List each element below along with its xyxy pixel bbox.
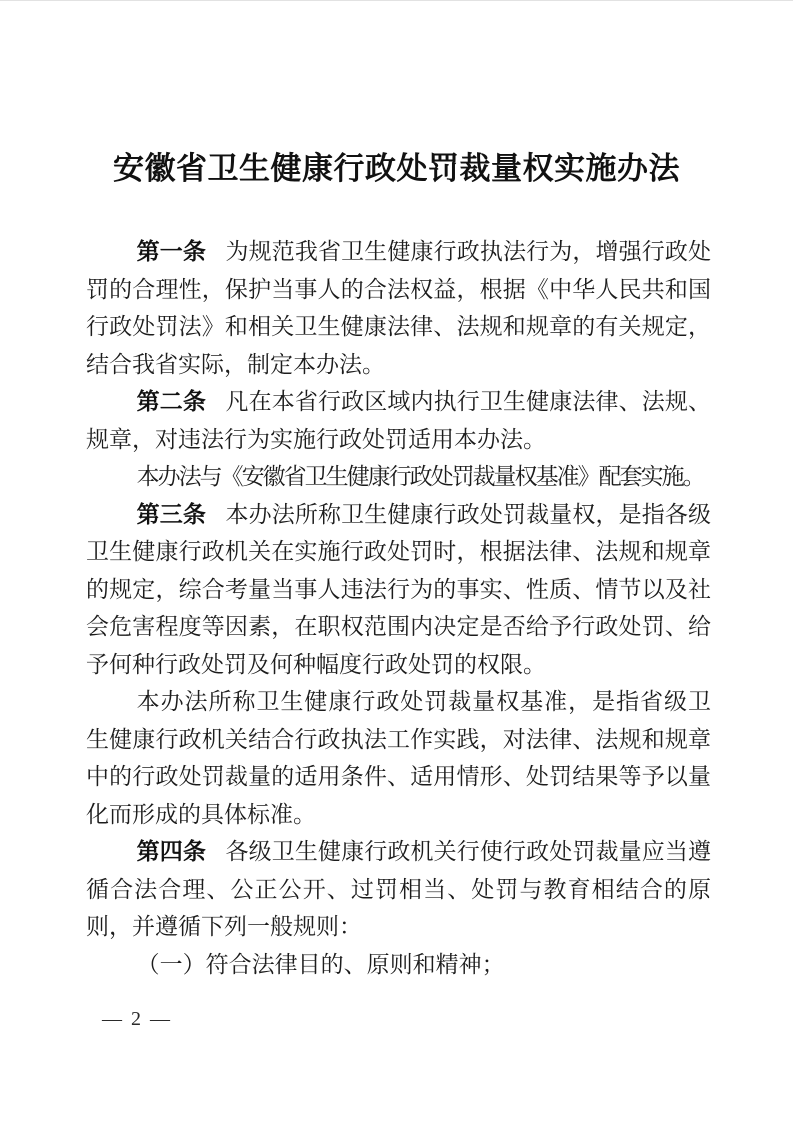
paragraph-text: 各级卫生健康行政机关行使行政处罚裁量应当遵循合法合理、公正公开、过罚相当、处罚与教育相结合的原则，并遵循下列一般规则：	[86, 839, 712, 939]
paragraph-article-4	[86, 833, 711, 946]
paragraph-article-3	[86, 496, 711, 684]
paragraph-article-1	[86, 233, 711, 383]
paragraph-article-2-supplement	[86, 458, 711, 496]
paragraph-text: 本办法所称卫生健康行政处罚裁量权基准，是指省级卫生健康行政机关结合行政执法工作实践，对法律、法规和规章中的行政处罚裁量的适用条件、适用情形、处罚结果等予以量化而形成的具体标准。	[86, 689, 711, 827]
paragraph-text: 凡在本省行政区域内执行卫生健康法律、法规、规章，对违法行为实施行政处罚适用本办法。	[86, 389, 712, 452]
paragraph-text: （一）符合法律目的、原则和精神；	[136, 951, 505, 977]
page-number: — 2 —	[102, 1008, 172, 1030]
document-title: 安徽省卫生健康行政处罚裁量权实施办法	[113, 151, 680, 186]
document-body	[86, 233, 711, 983]
paragraph-text: 为规范我省卫生健康行政执法行为，增强行政处罚的合理性，保护当事人的合法权益，根据《中华人民共和国行政处罚法》和相关卫生健康法律、法规和规章的有关规定，结合我省实际，制定本办法。	[86, 239, 712, 377]
article-number-3: 第三条	[136, 501, 206, 527]
article-number-4: 第四条	[136, 839, 206, 864]
article-number-1: 第一条	[136, 239, 206, 264]
paragraph-text: 本办法与《安徽省卫生健康行政处罚裁量权基准》配套实施。	[136, 464, 704, 489]
paragraph-article-3-supplement	[86, 683, 711, 833]
paragraph-text: 本办法所称卫生健康行政处罚裁量权，是指各级卫生健康行政机关在实施行政处罚时，根据法律、法规和规章的规定，综合考量当事人违法行为的事实、性质、情节以及社会危害程度等因素，在职权范围内决定是否给予行政处罚、给予何种行政处罚及何种幅度行政处罚的权限。	[86, 501, 712, 677]
paragraph-rule-item-1	[86, 946, 711, 984]
article-number-2: 第二条	[136, 389, 206, 414]
paragraph-article-2	[86, 383, 711, 458]
